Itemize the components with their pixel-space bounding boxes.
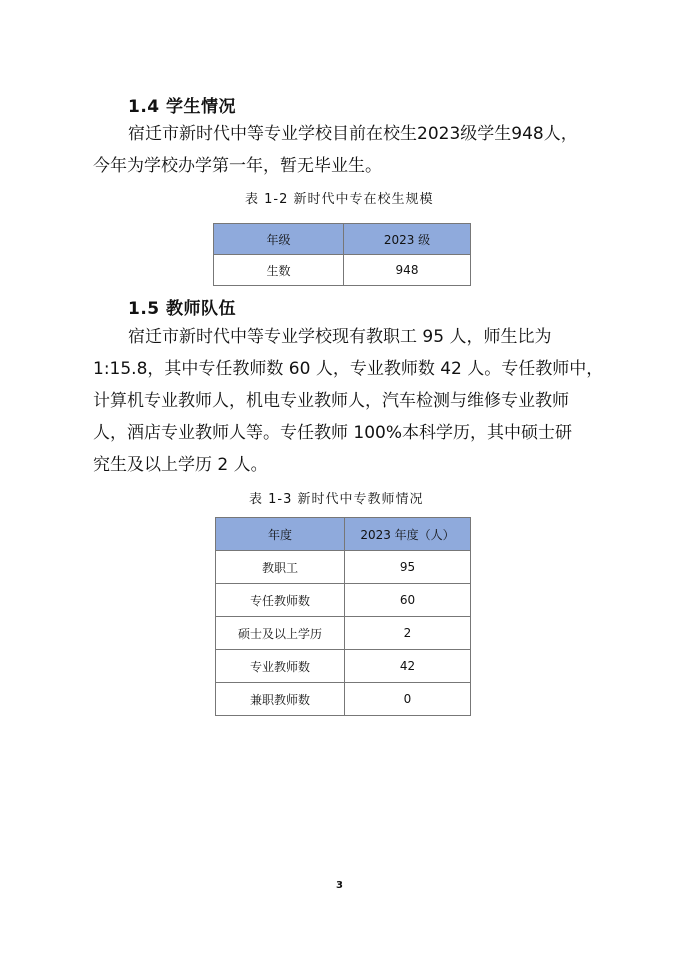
table-cell: 60 [345, 584, 471, 617]
table-cell: 948 [344, 255, 471, 286]
table-header-row [214, 224, 471, 255]
paragraph-line: 计算机专业教师人，机电专业教师人，汽车检测与维修专业教师 [93, 391, 569, 411]
paragraph-line: 今年为学校办学第一年，暂无毕业生。 [93, 156, 382, 176]
student-scale-table [213, 223, 471, 286]
table-cell: 42 [345, 650, 471, 683]
table-row [216, 551, 471, 584]
table-cell: 教职工 [216, 551, 345, 584]
table-header-cell: 2023 级 [344, 224, 471, 255]
table-header-cell: 年级 [214, 224, 344, 255]
table-header-cell: 年度 [216, 518, 345, 551]
table-cell: 95 [345, 551, 471, 584]
table-row [216, 683, 471, 716]
table-cell: 兼职教师数 [216, 683, 345, 716]
paragraph-line: 人，酒店专业教师人等。专任教师 100%本科学历，其中硕士研 [93, 423, 573, 443]
section-heading-1-5: 1.5 教师队伍 [128, 299, 237, 319]
table-row [216, 617, 471, 650]
table-caption-1-3: 表 1-3 新时代中专教师情况 [249, 492, 424, 507]
table-cell: 生数 [214, 255, 344, 286]
paragraph-line: 1:15.8，其中专任教师数 60 人，专业教师数 42 人。专任教师中， [93, 359, 604, 379]
table-row [216, 584, 471, 617]
table-header-row [216, 518, 471, 551]
page-number: 3 [336, 880, 343, 891]
section-heading-1-4: 1.4 学生情况 [128, 97, 237, 117]
teacher-info-table [215, 517, 471, 716]
paragraph-students [93, 118, 618, 182]
table-cell: 专业教师数 [216, 650, 345, 683]
table-header-cell: 2023 年度（人） [345, 518, 471, 551]
paragraph-line: 宿迁市新时代中等专业学校目前在校生2023级学生948人， [128, 124, 578, 144]
table-cell: 0 [345, 683, 471, 716]
paragraph-teachers [93, 321, 618, 481]
table-row [214, 255, 471, 286]
table-cell: 2 [345, 617, 471, 650]
table-caption-1-2: 表 1-2 新时代中专在校生规模 [245, 192, 434, 207]
table-cell: 硕士及以上学历 [216, 617, 345, 650]
paragraph-line: 宿迁市新时代中等专业学校现有教职工 95 人，师生比为 [128, 327, 552, 347]
paragraph-line: 究生及以上学历 2 人。 [93, 455, 268, 475]
table-row [216, 650, 471, 683]
table-cell: 专任教师数 [216, 584, 345, 617]
